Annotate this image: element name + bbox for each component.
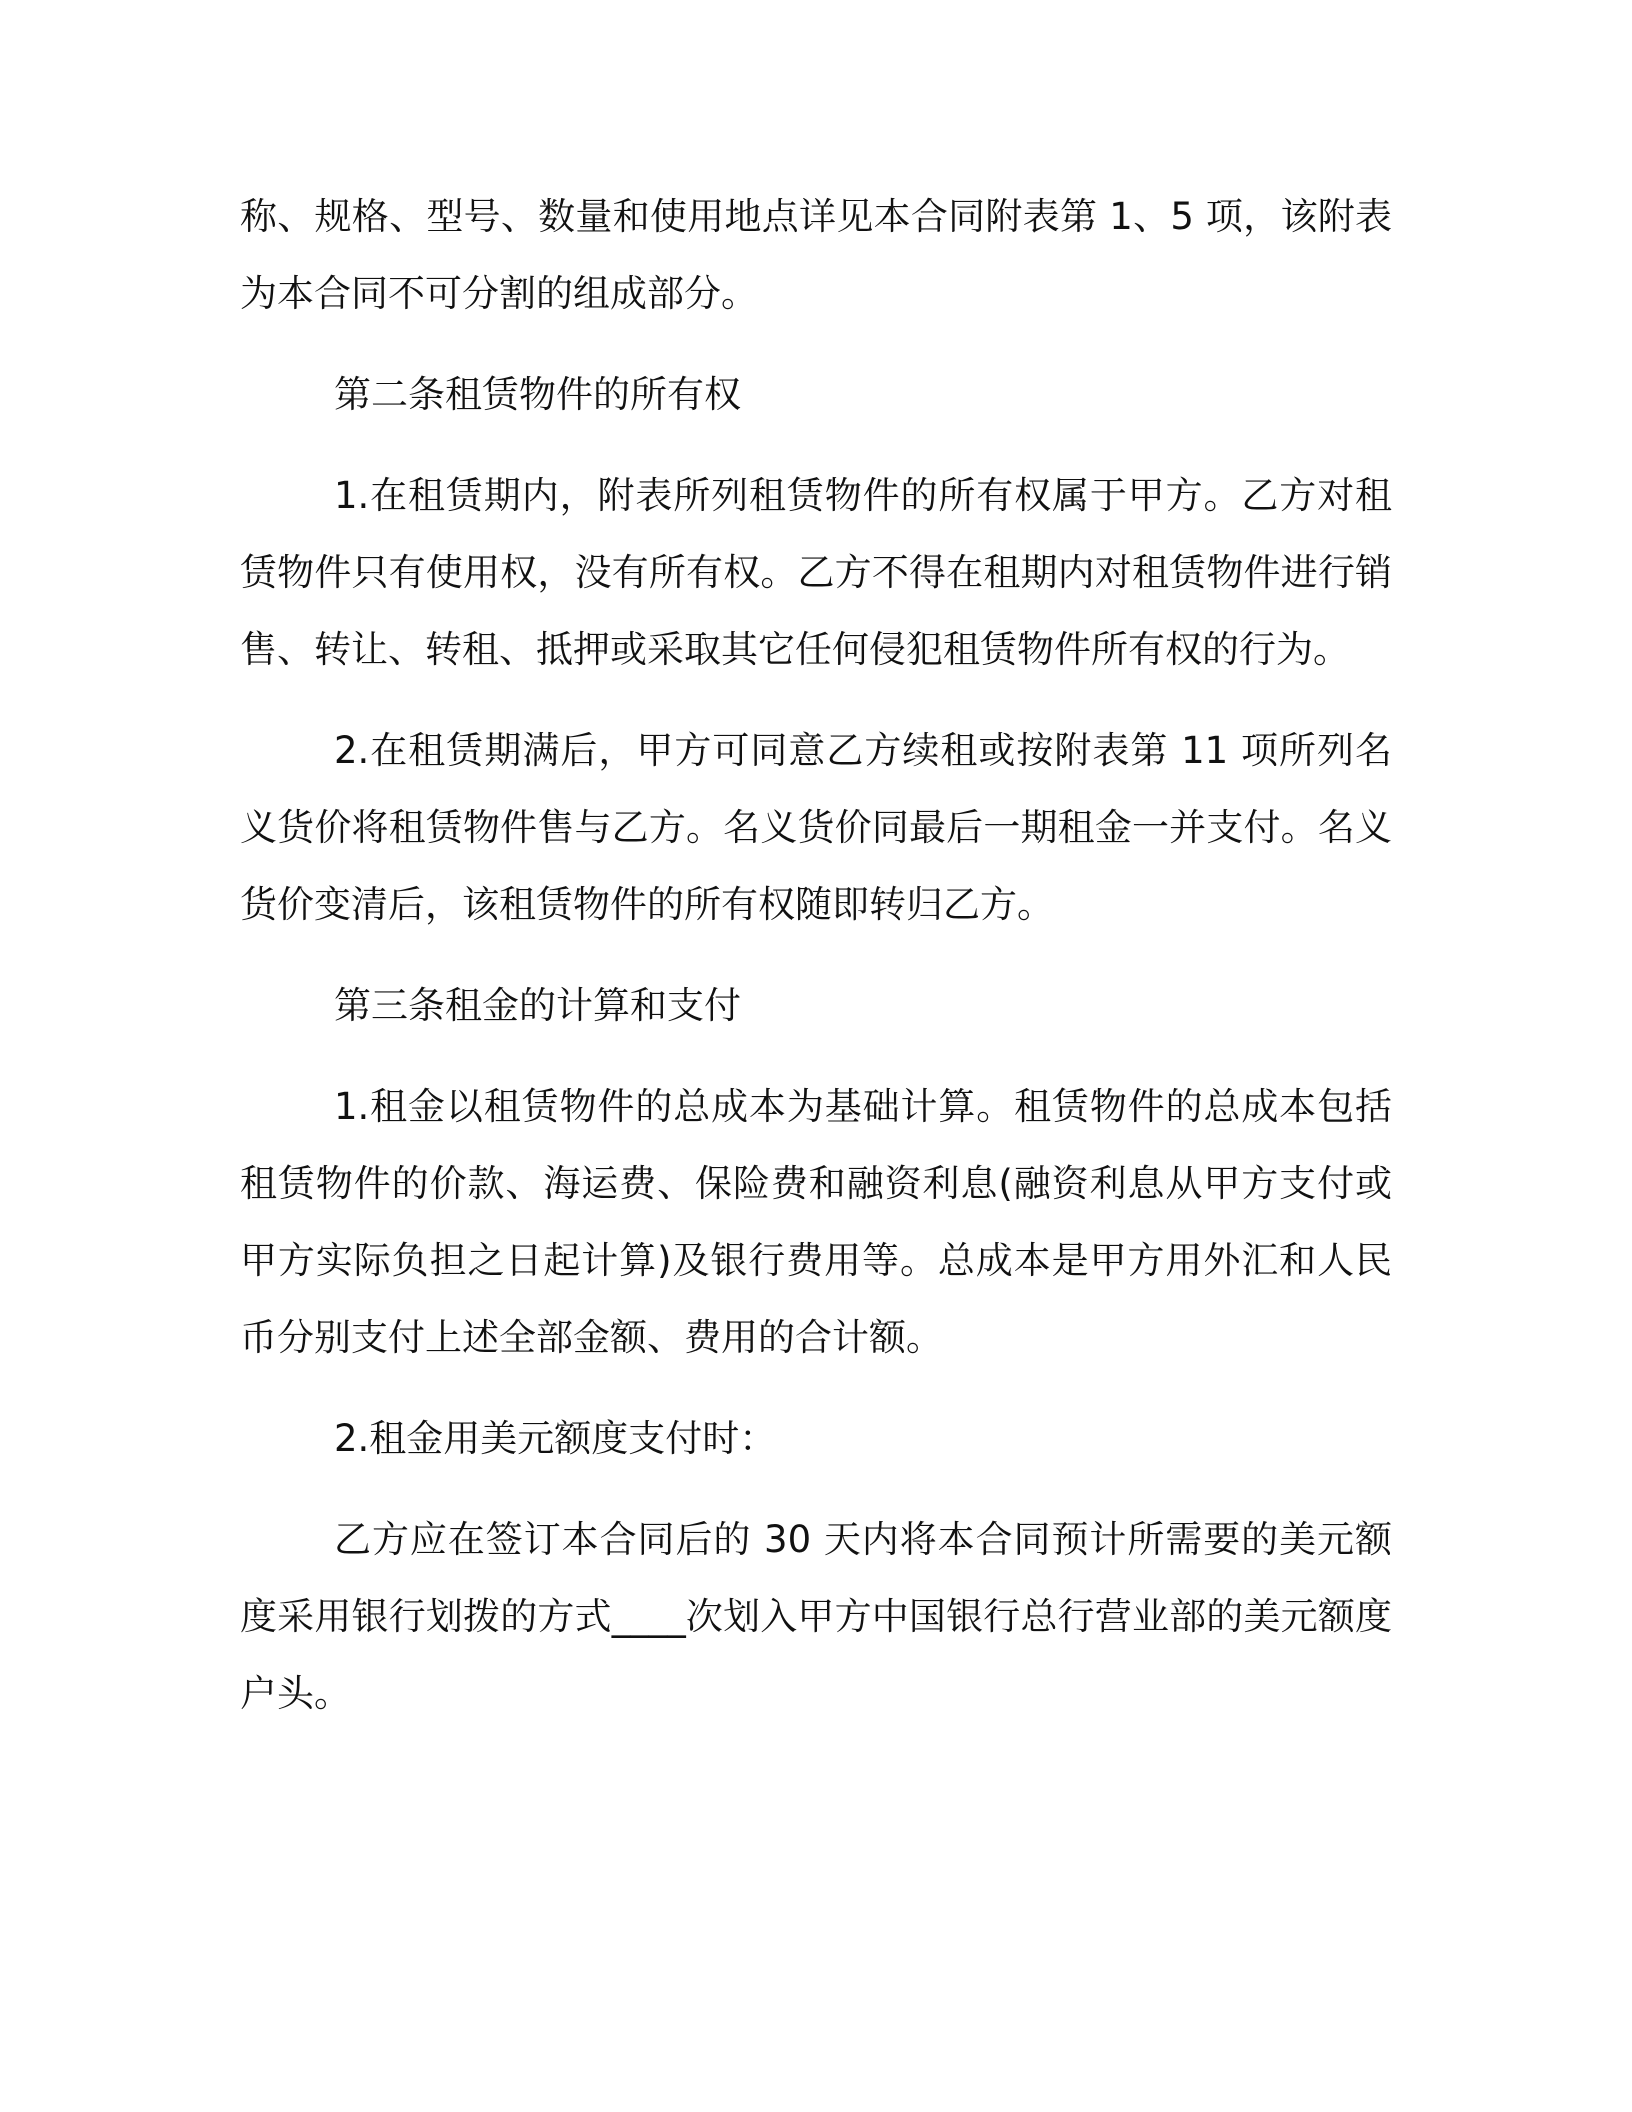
document-body [240, 178, 1392, 1732]
paragraph-continuation: 称、规格、型号、数量和使用地点详见本合同附表第 1、5 项，该附表为本合同不可分割的组成部分。 [240, 195, 1392, 315]
section-heading-article-2: 第二条租赁物件的所有权 [334, 373, 741, 416]
paragraph-article-3-clause-2: 2.租金用美元额度支付时： [334, 1417, 777, 1460]
paragraph-article-2-clause-1: 1.在租赁期内，附表所列租赁物件的所有权属于甲方。乙方对租赁物件只有使用权，没有所有权。乙方不得在租期内对租赁物件进行销售、转让、转租、抵押或采取其它任何侵犯租赁物件所有权的行为。 [240, 474, 1392, 671]
section-heading-article-3: 第三条租金的计算和支付 [334, 984, 741, 1027]
paragraph-article-3-clause-1: 1.租金以租赁物件的总成本为基础计算。租赁物件的总成本包括租赁物件的价款、海运费、保险费和融资利息(融资利息从甲方支付或甲方实际负担之日起计算)及银行费用等。总成本是甲方用外汇和人民币分别支付上述全部金额、费用的合计额。 [240, 1085, 1392, 1359]
paragraph-article-2-clause-2: 2.在租赁期满后，甲方可同意乙方续租或按附表第 11 项所列名义货价将租赁物件售与乙方。名义货价同最后一期租金一并支付。名义货价变清后，该租赁物件的所有权随即转归乙方。 [240, 729, 1392, 926]
paragraph-usd-quota-instruction: 乙方应在签订本合同后的 30 天内将本合同预计所需要的美元额度采用银行划拨的方式____次划入甲方中国银行总行营业部的美元额度户头。 [240, 1518, 1392, 1715]
